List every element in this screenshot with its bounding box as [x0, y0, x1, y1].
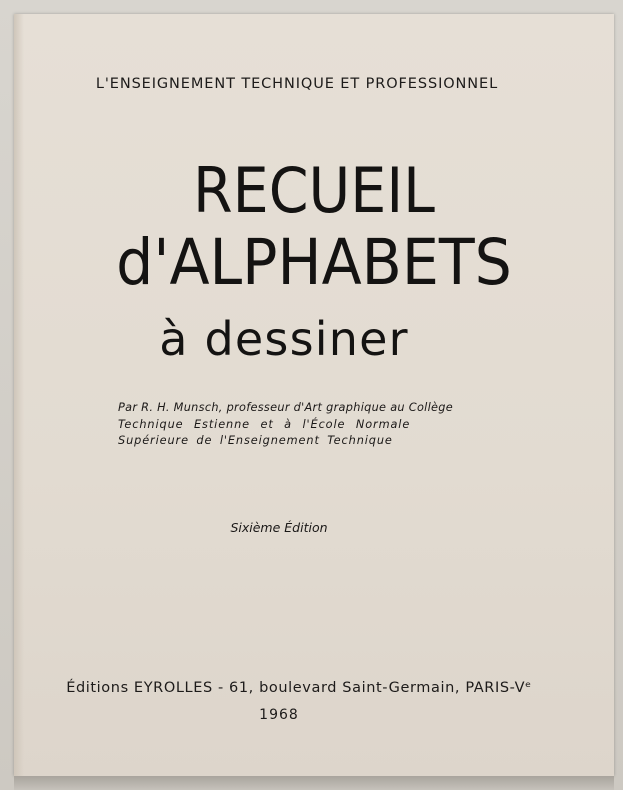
publisher-line: Éditions EYROLLES - 61, boulevard Saint-Germain, PARIS-Vᵉ: [66, 680, 532, 696]
title-line-2: d'ALPHABETS: [116, 226, 512, 299]
page-bottom-edge: [14, 776, 614, 790]
author-line-2: Technique Estienne et à l'École Normale: [118, 417, 411, 431]
author-line-3: Supérieure de l'Enseignement Technique: [118, 434, 393, 447]
title-line-3: à dessiner: [159, 312, 409, 366]
edition-label: Sixième Édition: [230, 520, 328, 535]
title-line-1: RECUEIL: [193, 154, 435, 227]
page-gutter-shadow: [14, 14, 24, 776]
author-line-1: Par R. H. Munsch, professeur d'Art graphique au Collège: [118, 401, 454, 414]
series-heading: L'ENSEIGNEMENT TECHNIQUE ET PROFESSIONNEL: [95, 76, 499, 92]
title-page: [14, 14, 614, 776]
publication-year: 1968: [259, 707, 299, 723]
author-credit: [118, 400, 458, 450]
